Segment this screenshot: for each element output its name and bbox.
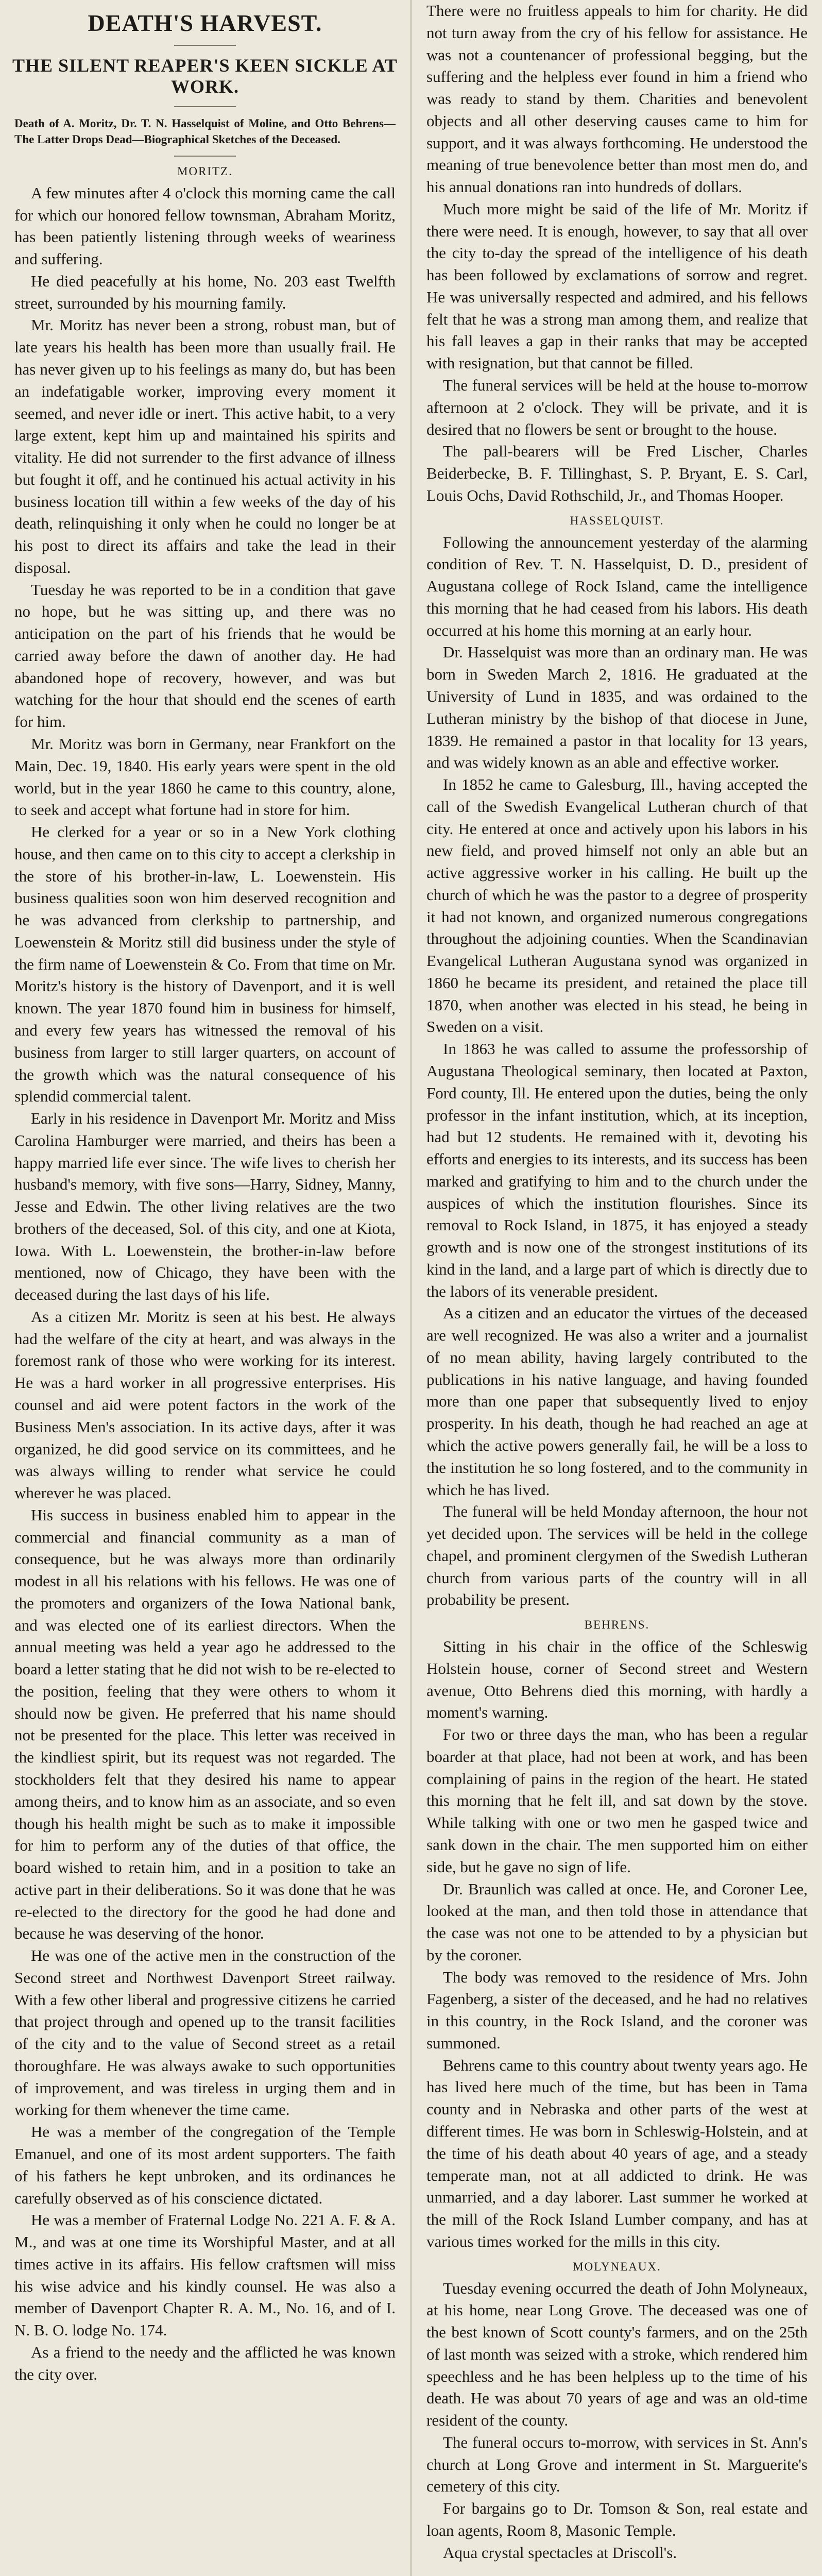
- moritz-paragraph: His success in business enabled him to appear in the commercial and financial community as a man of consequence, but he was always more than ordinarily modest in all his relations with his fellows. He was one of the promoters and organizers of the Iowa National bank, and was elected one of its earliest directors. When the annual meeting was held a year ago he addressed to the board a letter stating that he did not wish to be re-elected to the position, feeling that they were others to whom it should now be given. He preferred that his name should not be presented for the place. This letter was received in the kindliest spirit, but its request was not regarded. The stockholders felt that they desired his name to appear among theirs, and to know him as an associate, and so even though his health might be such as to make it impossible for him to perform any of the duties of that office, the board wished to retain him, and in a position to take an active part in their deliberations. So it was done that he was re-elected to the directory for the good he had done and because he was deserving of the honor.: [14, 1505, 396, 1943]
- advertisement-text: For bargains go to Dr. Tomson & Son, real estate and loan agents, Room 8, Masonic Temple.: [426, 2499, 808, 2539]
- advertisement-text: Aqua crystal spectacles at Driscoll's.: [443, 2543, 677, 2562]
- hasselquist-paragraph: Following the announcement yesterday of the alarming condition of Rev. T. N. Hasselquist, D. D., president of Augustana college of Rock Island, came the intelligence this morning that he had ceased from his labors. His death occurred at his home this morning at an early hour.: [426, 533, 808, 639]
- moritz-paragraph: Mr. Moritz has never been a strong, robust man, but of late years his health has been more than usually frail. He has never given up to his feelings as many do, but has been an indefatigable worker, improving every moment it seemed, and never idle or inert. This active habit, to a very large extent, kept him up and maintained his spirits and vitality. He did not surrender to the first advance of illness but fought it off, and he continued his actual activity in his business location till within a few weeks of the day of his death, relinquishing it only when he could no longer be at his post to direct its affairs and take the lead in their disposal.: [14, 316, 396, 577]
- subheadline: THE SILENT REAPER'S KEEN SICKLE AT WORK.: [12, 55, 398, 97]
- behrens-paragraph: Sitting in his chair in the office of the Schleswig Holstein house, corner of Second street and Western avenue, Otto Behrens died this morning, with hardly a moment's warning.: [426, 1637, 808, 1722]
- moritz-paragraph: He was a member of Fraternal Lodge No. 221 A. F. & A. M., and was at one time its Worshipful Master, and at all times active in its affairs. His fellow craftsmen will miss his wise advice and his kindly counsel. He was also a member of Davenport Chapter R. A. M., No. 16, and of I. N. B. O. lodge No. 174.: [14, 2211, 396, 2340]
- moritz-continued-paragraph: The pall-bearers will be Fred Lischer, Charles Beiderbecke, B. F. Tillinghast, S. P. Bryant, E. S. Carl, Louis Ochs, David Rothschild, Jr., and Thomas Hooper.: [426, 442, 808, 504]
- moritz-paragraph: Tuesday he was reported to be in a condition that gave no hope, but he was sitting up, and there was no anticipation on the part of his friends that he would be carried away before the dawn of another day. He had abandoned hope of recovery, however, and was but watching for the hour that should end the scenes of earth for him.: [14, 580, 396, 731]
- molyneaux-paragraph: Tuesday evening occurred the death of John Molyneaux, at his home, near Long Grove. The deceased was one of the best known of Scott county's farmers, and on the 25th of last month was seized with a stroke, which rendered him speechless and he has been helpless up to the time of his death. He was about 70 years of age and was an old-time resident of the county.: [426, 2279, 808, 2430]
- headline-divider: [174, 45, 236, 46]
- hasselquist-paragraph: In 1852 he came to Galesburg, Ill., having accepted the call of the Swedish Evangelical Lutheran church of that city. He entered at once and actively upon his labors in his new field, and proved himself not only an able but an active aggressive worker in his calling. He built up the church of which he was the pastor to a degree of prosperity it had not known, and organized numerous congregations throughout the adjoining counties. When the Scandinavian Evangelical Lutheran Augustana synod was organized in 1860 he became its president, and retained the place till 1870, when another was elected in his stead, he being in Sweden on a visit.: [426, 775, 808, 1036]
- moritz-paragraph: As a citizen Mr. Moritz is seen at his best. He always had the welfare of the city at heart, and was always in the foremost rank of those who were working for its interest. He was a hard worker in all progressive enterprises. His counsel and aid were potent factors in the work of the Business Men's association. In its active days, after it was organized, he did good service on its committees, and he was always willing to render what service he could wherever he was placed.: [14, 1307, 396, 1502]
- moritz-paragraph: A few minutes after 4 o'clock this morning came the call for which our honored fellow townsman, Abraham Moritz, has been patiently listening through weeks of weariness and suffering.: [14, 183, 396, 268]
- section-hasselquist: HASSELQUIST.: [570, 514, 664, 527]
- dek: Death of A. Moritz, Dr. T. N. Hasselquist of Moline, and Otto Behrens—The Latter Drops Dead—Biographical Sketches of the Deceased.: [14, 116, 396, 146]
- headline: DEATH'S HARVEST.: [88, 10, 322, 36]
- hasselquist-paragraph: In 1863 he was called to assume the professorship of Augustana Theological seminary, then located at Paxton, Ford county, Ill. He entered upon the duties, being the only professor in the infant institution, which, at its inception, had but 12 students. He remained with it, devoting his efforts and energies to its interests, and its success has been marked and gratifying to him and to the church under the auspices of which the institution flourishes. Since its removal to Rock Island, in 1875, it has enjoyed a steady growth and is now one of the strongest institutions of its kind in the land, and a large part of which is directly due to the labors of its venerable president.: [426, 1040, 808, 1300]
- moritz-paragraph: As a friend to the needy and the afflicted he was known the city over.: [14, 2343, 396, 2383]
- dek-divider: [174, 156, 236, 157]
- behrens-paragraph: Behrens came to this country about twenty years ago. He has lived here much of the time, but has been in Tama county and in Nebraska and other parts of the west at different times. He was born in Schleswig-Holstein, and at the time of his death about 40 years of age, and a steady temperate man, not at all addicted to drink. He was unmarried, and a day laborer. Last summer he worked at the mill of the Rock Island Lumber company, and has at various times worked for the mills in this city.: [426, 2056, 808, 2250]
- section-molyneaux: MOLYNEAUX.: [573, 2260, 661, 2273]
- column-rule: [410, 0, 412, 2576]
- moritz-paragraph: He was a member of the congregation of the Temple Emanuel, and one of its most ardent supporters. The faith of his fathers he kept unbroken, and its ordinances he carefully observed as of his conscience dictated.: [14, 2123, 396, 2207]
- hasselquist-paragraph: The funeral will be held Monday afternoon, the hour not yet decided upon. The services will be held in the college chapel, and prominent clergymen of the Swedish Lutheran church from various parts of the country will in all probability be present.: [426, 1502, 808, 1609]
- moritz-continued-paragraph: Much more might be said of the life of Mr. Moritz if there were need. It is enough, however, to say that all over the city to-day the spread of the intelligence of his death has been followed by exclamations of sorrow and regret. He was universally respected and admired, and his fellows felt that he was a strong man among them, and realize that his fall leaves a gap in their ranks that may be accepted with resignation, but that cannot be filled.: [426, 199, 808, 372]
- behrens-paragraph: Dr. Braunlich was called at once. He, and Coroner Lee, looked at the man, and then told those in attendance that the case was not one to be attended to by a physician but by the coroner.: [426, 1879, 808, 1964]
- right-column: [421, 0, 813, 2576]
- subheadline-divider: [174, 106, 236, 107]
- moritz-paragraph: He was one of the active men in the construction of the Second street and Northwest Davenport Street railway. With a few other liberal and progressive citizens he carried that project through and opened up to the transit facilities of the city and to the value of Second street as a retail thoroughfare. He was always awake to such opportunities of improvement, and was tireless in urging them and in working for them whenever the time came.: [14, 1946, 396, 2119]
- moritz-paragraph: Early in his residence in Davenport Mr. Moritz and Miss Carolina Hamburger were married, and theirs has been a happy married life ever since. The wife lives to cherish her husband's memory, with five sons—Harry, Sidney, Manny, Jesse and Edwin. The other living relatives are the two brothers of the deceased, Sol. of this city, and one at Kiota, Iowa. With L. Loewenstein, the brother-in-law before mentioned, now of Chicago, they have been with the deceased during the last days of his life.: [14, 1109, 396, 1304]
- section-behrens: BEHRENS.: [584, 1618, 650, 1632]
- hasselquist-paragraph: As a citizen and an educator the virtues of the deceased are well recognized. He was also a writer and a journalist of no mean ability, having largely contributed to the publications in his native language, and having founded more than one paper that subsequently lived to enjoy prosperity. In his death, though he had reached an age at which the active powers generally fail, he will be a loss to the institution he so long fostered, and to the community in which he has lived.: [426, 1304, 808, 1499]
- moritz-paragraph: He died peacefully at his home, No. 203 east Twelfth street, surrounded by his mourning family.: [14, 272, 396, 312]
- molyneaux-paragraph: The funeral occurs to-morrow, with services in St. Ann's church at Long Grove and interment in St. Marguerite's cemetery of this city.: [426, 2433, 808, 2496]
- left-column: [9, 0, 401, 2576]
- behrens-paragraph: For two or three days the man, who has been a regular boarder at that place, had not been at work, and has been complaining of pains in the region of the heart. He stated this morning that he felt ill, and sat down by the stove. While talking with one or two men he gasped twice and sank down in the chair. The men supported him on either side, but he gave no sign of life.: [426, 1725, 808, 1876]
- section-moritz: MORITZ.: [177, 164, 233, 178]
- moritz-continued-paragraph: There were no fruitless appeals to him for charity. He did not turn away from the cry of his fellow for assistance. He was not a countenancer of professional begging, but the suffering and the helpless ever found in him a friend who was ready to stand by them. Charities and benevolent objects and all other deserving causes came to him for support, and it was always forthcoming. He understood the meaning of true benevolence better than most men do, and his annual donations ran into hundreds of dollars.: [426, 2, 808, 196]
- hasselquist-paragraph: Dr. Hasselquist was more than an ordinary man. He was born in Sweden March 2, 1816. He graduated at the University of Lund in 1835, and was ordained to the Lutheran ministry by the bishop of that diocese in June, 1839. He remained a pastor in that locality for 13 years, and was widely known as an able and effective worker.: [426, 643, 808, 772]
- moritz-paragraph: Mr. Moritz was born in Germany, near Frankfort on the Main, Dec. 19, 1840. His early years were spent in the old world, but in the year 1860 he came to this country, alone, to seek and accept what fortune had in store for him.: [14, 735, 396, 819]
- moritz-continued-paragraph: The funeral services will be held at the house to-morrow afternoon at 2 o'clock. They will be private, and it is desired that no flowers be sent or brought to the house.: [426, 376, 808, 438]
- moritz-paragraph: He clerked for a year or so in a New York clothing house, and then came on to this city to accept a clerkship in the store of his brother-in-law, L. Loewenstein. His business qualities soon won him deserved recognition and he was advanced from clerkship to partnership, and Loewenstein & Moritz still did business under the style of the firm name of Loewenstein & Co. From that time on Mr. Moritz's history is the history of Davenport, and it is well known. The year 1870 found him in business for himself, and every few years has witnessed the removal of his business from larger to still larger quarters, on account of the growth which was the natural consequence of his splendid commercial talent.: [14, 823, 396, 1106]
- behrens-paragraph: The body was removed to the residence of Mrs. John Fagenberg, a sister of the deceased, and he had no relatives in this country, in the Rock Island, and the coroner was summoned.: [426, 1968, 808, 2052]
